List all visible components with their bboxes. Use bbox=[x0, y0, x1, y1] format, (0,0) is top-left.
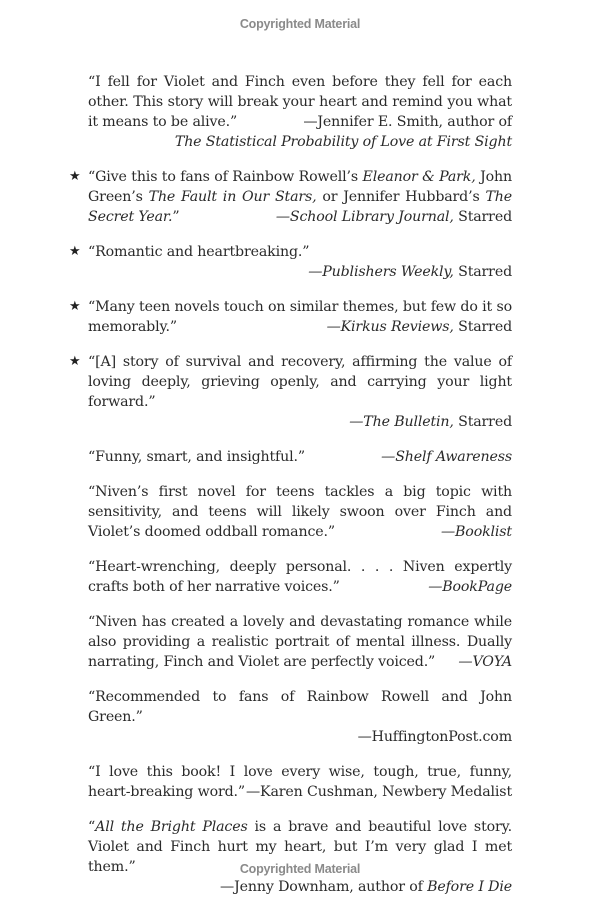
blurb-the-bulletin bbox=[69, 352, 512, 432]
quote-text: “Heart-wrenching, deeply personal. . . . Niven expertly crafts both of her narrative voices.” bbox=[88, 559, 512, 595]
attribution: —Booklist bbox=[440, 524, 512, 540]
praise-page bbox=[69, 72, 512, 912]
attribution: —Karen Cushman, Newbery Medalist bbox=[245, 784, 512, 800]
blurb-karen-cushman bbox=[88, 762, 512, 802]
blurb-kirkus-reviews bbox=[69, 297, 512, 337]
blurb-jenny-downham bbox=[88, 817, 512, 897]
quote-title: The Fault in Our Stars, bbox=[148, 189, 317, 205]
star-icon: ★ bbox=[69, 299, 81, 314]
quote-text: “I fell for Violet and Finch even before they fell for each other. This story will break your heart and remind you what it means to be alive.” bbox=[88, 74, 512, 130]
star-icon: ★ bbox=[69, 244, 81, 259]
blurb-publishers-weekly bbox=[69, 242, 512, 282]
quote-text: “I love this book! I love every wise, tough, true, funny, heart-breaking word.” bbox=[88, 764, 512, 800]
blurb-bookpage bbox=[88, 557, 512, 597]
star-icon: ★ bbox=[69, 354, 81, 369]
quote-text: “[A] story of survival and recovery, affirming the value of loving deeply, grieving openly, and carrying your light forward.” bbox=[88, 354, 512, 410]
copyright-watermark-top: Copyrighted Material bbox=[239, 17, 361, 31]
quote-text: John Green’s bbox=[88, 169, 512, 205]
attribution-book-title: The Statistical Probability of Love at First Sight bbox=[174, 134, 512, 150]
quote-text: “Funny, smart, and insightful.” bbox=[88, 449, 305, 465]
attribution: —School Library Journal, Starred bbox=[275, 209, 512, 225]
quote-text: ” bbox=[172, 209, 180, 225]
quote-text: “Romantic and heartbreaking.” bbox=[88, 244, 310, 260]
quote-text: is a brave and beautiful love story. Violet and Finch hurt my heart, but I’m very glad I met them.” bbox=[88, 819, 512, 875]
copyright-watermark-bottom: Copyrighted Material bbox=[239, 862, 361, 876]
quote-text: “ bbox=[88, 819, 96, 835]
blurb-voya bbox=[88, 612, 512, 672]
quote-text: “Give this to fans of Rainbow Rowell’s bbox=[88, 169, 363, 185]
attribution: —Jenny Downham, author of Before I Die bbox=[220, 879, 512, 895]
attribution: —Publishers Weekly, Starred bbox=[308, 264, 512, 280]
quote-text: “Recommended to fans of Rainbow Rowell and John Green.” bbox=[88, 689, 512, 725]
blurb-huffington-post bbox=[88, 687, 512, 747]
quote-title: The Secret Year. bbox=[88, 189, 512, 225]
star-icon: ★ bbox=[69, 169, 81, 184]
blurb-school-library-journal bbox=[69, 167, 512, 227]
quote-title: Eleanor & Park, bbox=[362, 169, 476, 185]
attribution: —HuffingtonPost.com bbox=[357, 729, 512, 745]
blurb-shelf-awareness bbox=[88, 447, 512, 467]
blurb-booklist bbox=[88, 482, 512, 542]
attribution: —The Bulletin, Starred bbox=[349, 414, 512, 430]
blurb-jennifer-smith bbox=[88, 72, 512, 152]
quote-text: or Jennifer Hubbard’s bbox=[316, 189, 486, 205]
attribution: —VOYA bbox=[458, 654, 512, 670]
quote-text: “Many teen novels touch on similar themes, but few do it so memorably.” bbox=[88, 299, 512, 335]
attribution: —Shelf Awareness bbox=[381, 449, 512, 465]
attribution: —Kirkus Reviews, Starred bbox=[326, 319, 512, 335]
attribution: —BookPage bbox=[428, 579, 512, 595]
quote-text: “Niven has created a lovely and devastating romance while also providing a realistic portrait of mental illness. Dually narrating, Finch and Violet are perfectly voiced.” bbox=[88, 614, 512, 670]
quote-text: “Niven’s first novel for teens tackles a big topic with sensitivity, and teens will likely swoon over Finch and Violet’s doomed oddball romance.” bbox=[88, 484, 512, 540]
quote-title: All the Bright Places bbox=[95, 819, 248, 835]
attribution: —Jennifer E. Smith, author of bbox=[303, 114, 512, 130]
